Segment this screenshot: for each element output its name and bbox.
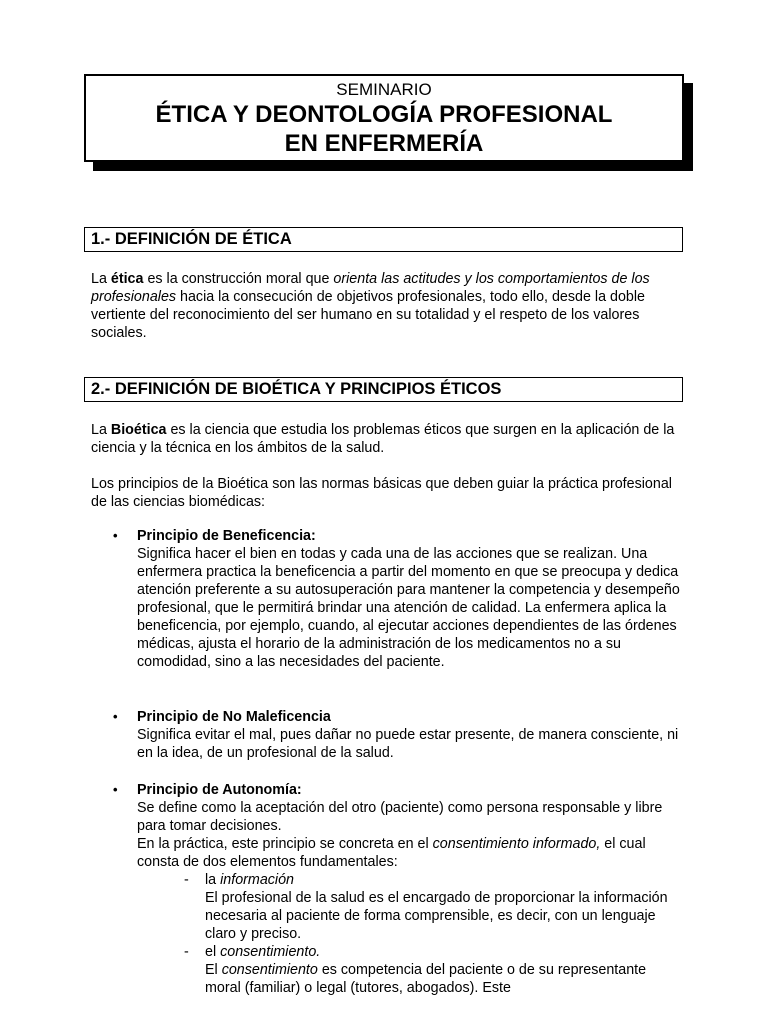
- text-run: En la práctica, este principio se concreta en el: [137, 836, 433, 852]
- dash-marker: -: [184, 872, 189, 888]
- text-run: es la ciencia que estudia los problemas éticos que surgen en la aplicación de la ciencia y la técnica en los ámbitos de la salud.: [91, 422, 675, 456]
- bullet-body: Se define como la aceptación del otro (paciente) como persona responsable y libre para tomar decisiones.: [137, 800, 663, 834]
- text-run: La: [91, 271, 111, 287]
- term-etica: ética: [110, 271, 144, 287]
- title-box: [84, 74, 684, 162]
- bullet-icon: •: [113, 709, 118, 724]
- title-line-1: SEMINARIO: [336, 80, 432, 99]
- sub-item-informacion: [113, 871, 683, 889]
- dash-marker: -: [184, 944, 189, 960]
- bullet-body: Significa evitar el mal, pues dañar no puede estar presente, de manera consciente, ni en la idea, de un profesional de la salud.: [137, 727, 679, 761]
- list-item-autonomia: [113, 781, 683, 997]
- term-bioetica: Bioética: [110, 422, 167, 438]
- text-run: la: [205, 872, 221, 888]
- title-line-2: ÉTICA Y DEONTOLOGÍA PROFESIONAL: [155, 101, 613, 128]
- bullet-heading-text: Principio de Autonomía:: [137, 782, 302, 798]
- bullet-heading-text: Principio de No Maleficencia: [137, 709, 331, 725]
- title-line-3: EN ENFERMERÍA: [284, 130, 484, 157]
- sub-item-body: El profesional de la salud es el encargado de proporcionar la información necesaria al paciente de forma comprensible, es decir, con un lenguaje claro y preciso.: [205, 890, 668, 942]
- text-run: el: [205, 944, 221, 960]
- text-run: El: [205, 962, 222, 978]
- emphasis-text: consentimiento informado,: [432, 836, 601, 852]
- sub-item-consentimiento: [113, 943, 683, 961]
- bioetica-definition: [91, 421, 681, 457]
- section-1-heading: 1.- DEFINICIÓN DE ÉTICA: [84, 227, 683, 252]
- bullet-heading: [113, 781, 683, 799]
- emphasis-text: consentimiento.: [220, 944, 321, 960]
- etica-definition: [91, 270, 681, 342]
- bullet-body: [113, 835, 683, 871]
- text-run: es competencia del paciente o de su representante moral (familiar) o legal (tutores, abogados). Este: [205, 962, 647, 996]
- list-item-beneficencia: [113, 527, 683, 671]
- text-run: hacia la consecución de objetivos profesionales, todo ello, desde la doble vertiente del reconocimiento del ser humano en su totalidad y el respeto de los valores sociales.: [91, 289, 645, 341]
- bullet-heading: [113, 708, 683, 726]
- text-run: es la construcción moral que: [143, 271, 334, 287]
- bullet-icon: •: [113, 782, 118, 797]
- bullet-body: Significa hacer el bien en todas y cada una de las acciones que se realizan. Una enfermera practica la beneficencia a partir del momento en que se preocupa y dedica atención preferente a su autosuperación para mantener la competencia y desempeño profesional, que le permitirá brindar una atención de calidad. La enfermera aplica la beneficencia, por ejemplo, cuando, al ejecutar acciones dependientes de las órdenes médicas, ajusta el horario de la administración de los medicamentos no a su comodidad, sino a las necesidades del paciente.: [137, 546, 680, 670]
- emphasis-text: consentimiento: [221, 962, 318, 978]
- bullet-heading-text: Principio de Beneficencia:: [137, 528, 316, 544]
- text-run: La: [91, 422, 111, 438]
- list-item-no-maleficencia: [113, 708, 683, 762]
- bullet-heading: [113, 527, 683, 545]
- emphasis-text: información: [220, 872, 295, 888]
- bullet-icon: •: [113, 528, 118, 543]
- section-2-heading: 2.- DEFINICIÓN DE BIOÉTICA Y PRINCIPIOS ÉTICOS: [84, 377, 683, 402]
- principios-intro: Los principios de la Bioética son las normas básicas que deben guiar la práctica profesional de las ciencias biomédicas:: [91, 476, 672, 510]
- text-run: el cual consta de dos elementos fundamentales:: [137, 836, 646, 870]
- emphasis-text: orienta las actitudes y los comportamientos de los profesionales: [91, 271, 650, 305]
- sub-item-body: [113, 961, 683, 997]
